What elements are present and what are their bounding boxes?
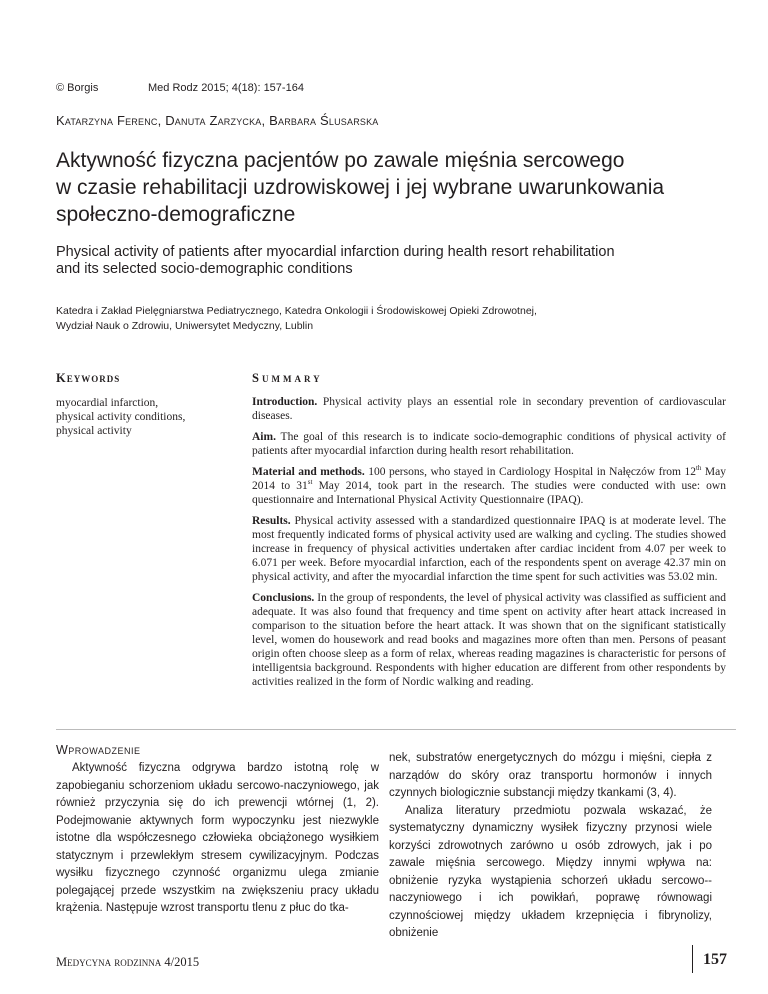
subtitle-line: and its selected socio-demographic conditions [56,261,353,277]
title-line: społeczno-demograficzne [56,203,296,226]
title-line: Aktywność fizyczna pacjentów po zawale mięśnia sercowego [56,149,625,172]
results-text: Physical activity assessed with a standardized questionnaire IPAQ is at moderate level. The most frequently indicated forms of physical activity used are walking and cycling. The studies showed increase in frequency of physical activities undertaken after cardiac incident from 4.07 per week to 6.071 per week. Before myocardial infarction, each of the respondents spent on average 42.37 min on physical activity, and after the myocardial infarction the time spent for such activities was 53.02 min. [252,515,726,583]
methods-text: May 2014, took part in the research. The studies were conducted with use: own questionnaire and International Physical Activity Questionnaire (IPAQ). [252,480,726,506]
affiliation-line: Wydział Nauk o Zdrowiu, Uniwersytet Medyczny, Lublin [56,320,314,332]
section-divider [56,729,736,730]
body-column-right [389,750,712,943]
methods-text: May 2014 to 31 [252,466,727,492]
introduction-label: Introduction. [252,396,318,408]
body-paragraph: nek, substratów energetycznych do mózgu i mięśni, ciepła z narządów do skóry oraz transportu hormonów i innych czynnych biologicznie substancji między tkankami (3, 4). [389,752,712,799]
summary-body [252,395,726,696]
footer-journal-issue: Medycyna rodzinna 4/2015 [56,955,200,969]
conclusions-text: In the group of respondents, the level of physical activity was classified as sufficient and adequate. It was also found that frequency and time spent on activity after heart attack increased in comparison to the situation before the heart attack. It was shown that on the significant statistically level, women do housework and read books and magazines more often than men. Persons of peasant origin often choose sleep as a form of relax, whereas reading magazines is characteristic for persons of intelligentsia background. Respondents with higher education are different from other respondents by activities realized in the form of Nordic walking and reading. [252,592,726,688]
results-label: Results. [252,515,291,527]
summary-conclusions [252,591,726,689]
authors: Katarzyna Ferenc, Danuta Zarzycka, Barbara Ślusarska [56,113,379,128]
ordinal-suffix: th [695,464,702,473]
ordinal-suffix: st [307,478,313,487]
aim-text: The goal of this research is to indicate socio-demographic conditions of physical activity of patients after myocardial infarction during health resort rehabilitation. [252,431,726,457]
subtitle-line: Physical activity of patients after myocardial infarction during health resort rehabilitation [56,244,615,260]
page-number: 157 [703,951,727,968]
body-column-left [56,742,379,918]
summary-heading: Summary [252,371,323,385]
methods-label: Material and methods. [252,466,365,478]
section-heading: Wprowadzenie [56,743,141,757]
keyword-item: physical activity [56,425,132,437]
summary-results [252,514,726,584]
keyword-item: physical activity conditions, [56,411,186,423]
body-paragraph: Aktywność fizyczna odgrywa bardzo istotną rolę w zapobieganiu schorzeniom układu sercowo-naczyniowego, jak również przyczynia się do ich prewencji wtórnej (1, 2). Podejmowanie aktywnych form wypoczynku jest niezwykle istotne dla współczesnego człowieka obciążonego wysiłkiem statycznym i przewlekłym stresem cywilizacyjnym. Podczas wysiłku fizycznego czynność organizmu ulega zmianie polegającej przede wszystkim na zwiększeniu pracy układu krążenia. Następuje wzrost transportu tlenu z płuc do tka- [56,762,379,914]
keyword-item: myocardial infarction, [56,397,159,409]
affiliation [56,304,736,334]
aim-label: Aim. [252,431,276,443]
conclusions-label: Conclusions. [252,592,315,604]
summary-introduction [252,395,726,423]
copyright-notice: © Borgis [56,82,99,94]
body-paragraph: Analiza literatury przedmiotu pozwala wskazać, że systematyczny dynamiczny wysiłek fizyczny przynosi wiele korzyści zdrowotnych zarówno u osób zdrowych, jak i po zawale mięśnia sercowego. Między innymi wpływa na: obniżenie ryzyka wystąpienia schorzeń układu sercowo--naczyniowego i ich powikłań, poprawę równowagi czynnościowej między układem krzepnięcia i fibrynolizy, obniżenie [389,804,712,939]
page-number-rule [692,945,693,973]
summary-methods [252,465,726,507]
title-line: w czasie rehabilitacji uzdrowiskowej i jej wybrane uwarunkowania [56,176,665,199]
journal-citation: Med Rodz 2015; 4(18): 157-164 [148,82,304,94]
introduction-text: Physical activity plays an essential role in secondary prevention of cardiovascular diseases. [252,396,726,422]
keywords-list [56,396,236,438]
methods-text: 100 persons, who stayed in Cardiology Hospital in Nałęczów from 12 [364,466,696,478]
summary-aim [252,430,726,458]
keywords-heading: Keywords [56,371,121,385]
affiliation-line: Katedra i Zakład Pielęgniarstwa Pediatrycznego, Katedra Onkologii i Środowiskowej Opieki Zdrowotnej, [56,305,537,317]
english-title [56,244,746,278]
article-title [56,147,736,228]
